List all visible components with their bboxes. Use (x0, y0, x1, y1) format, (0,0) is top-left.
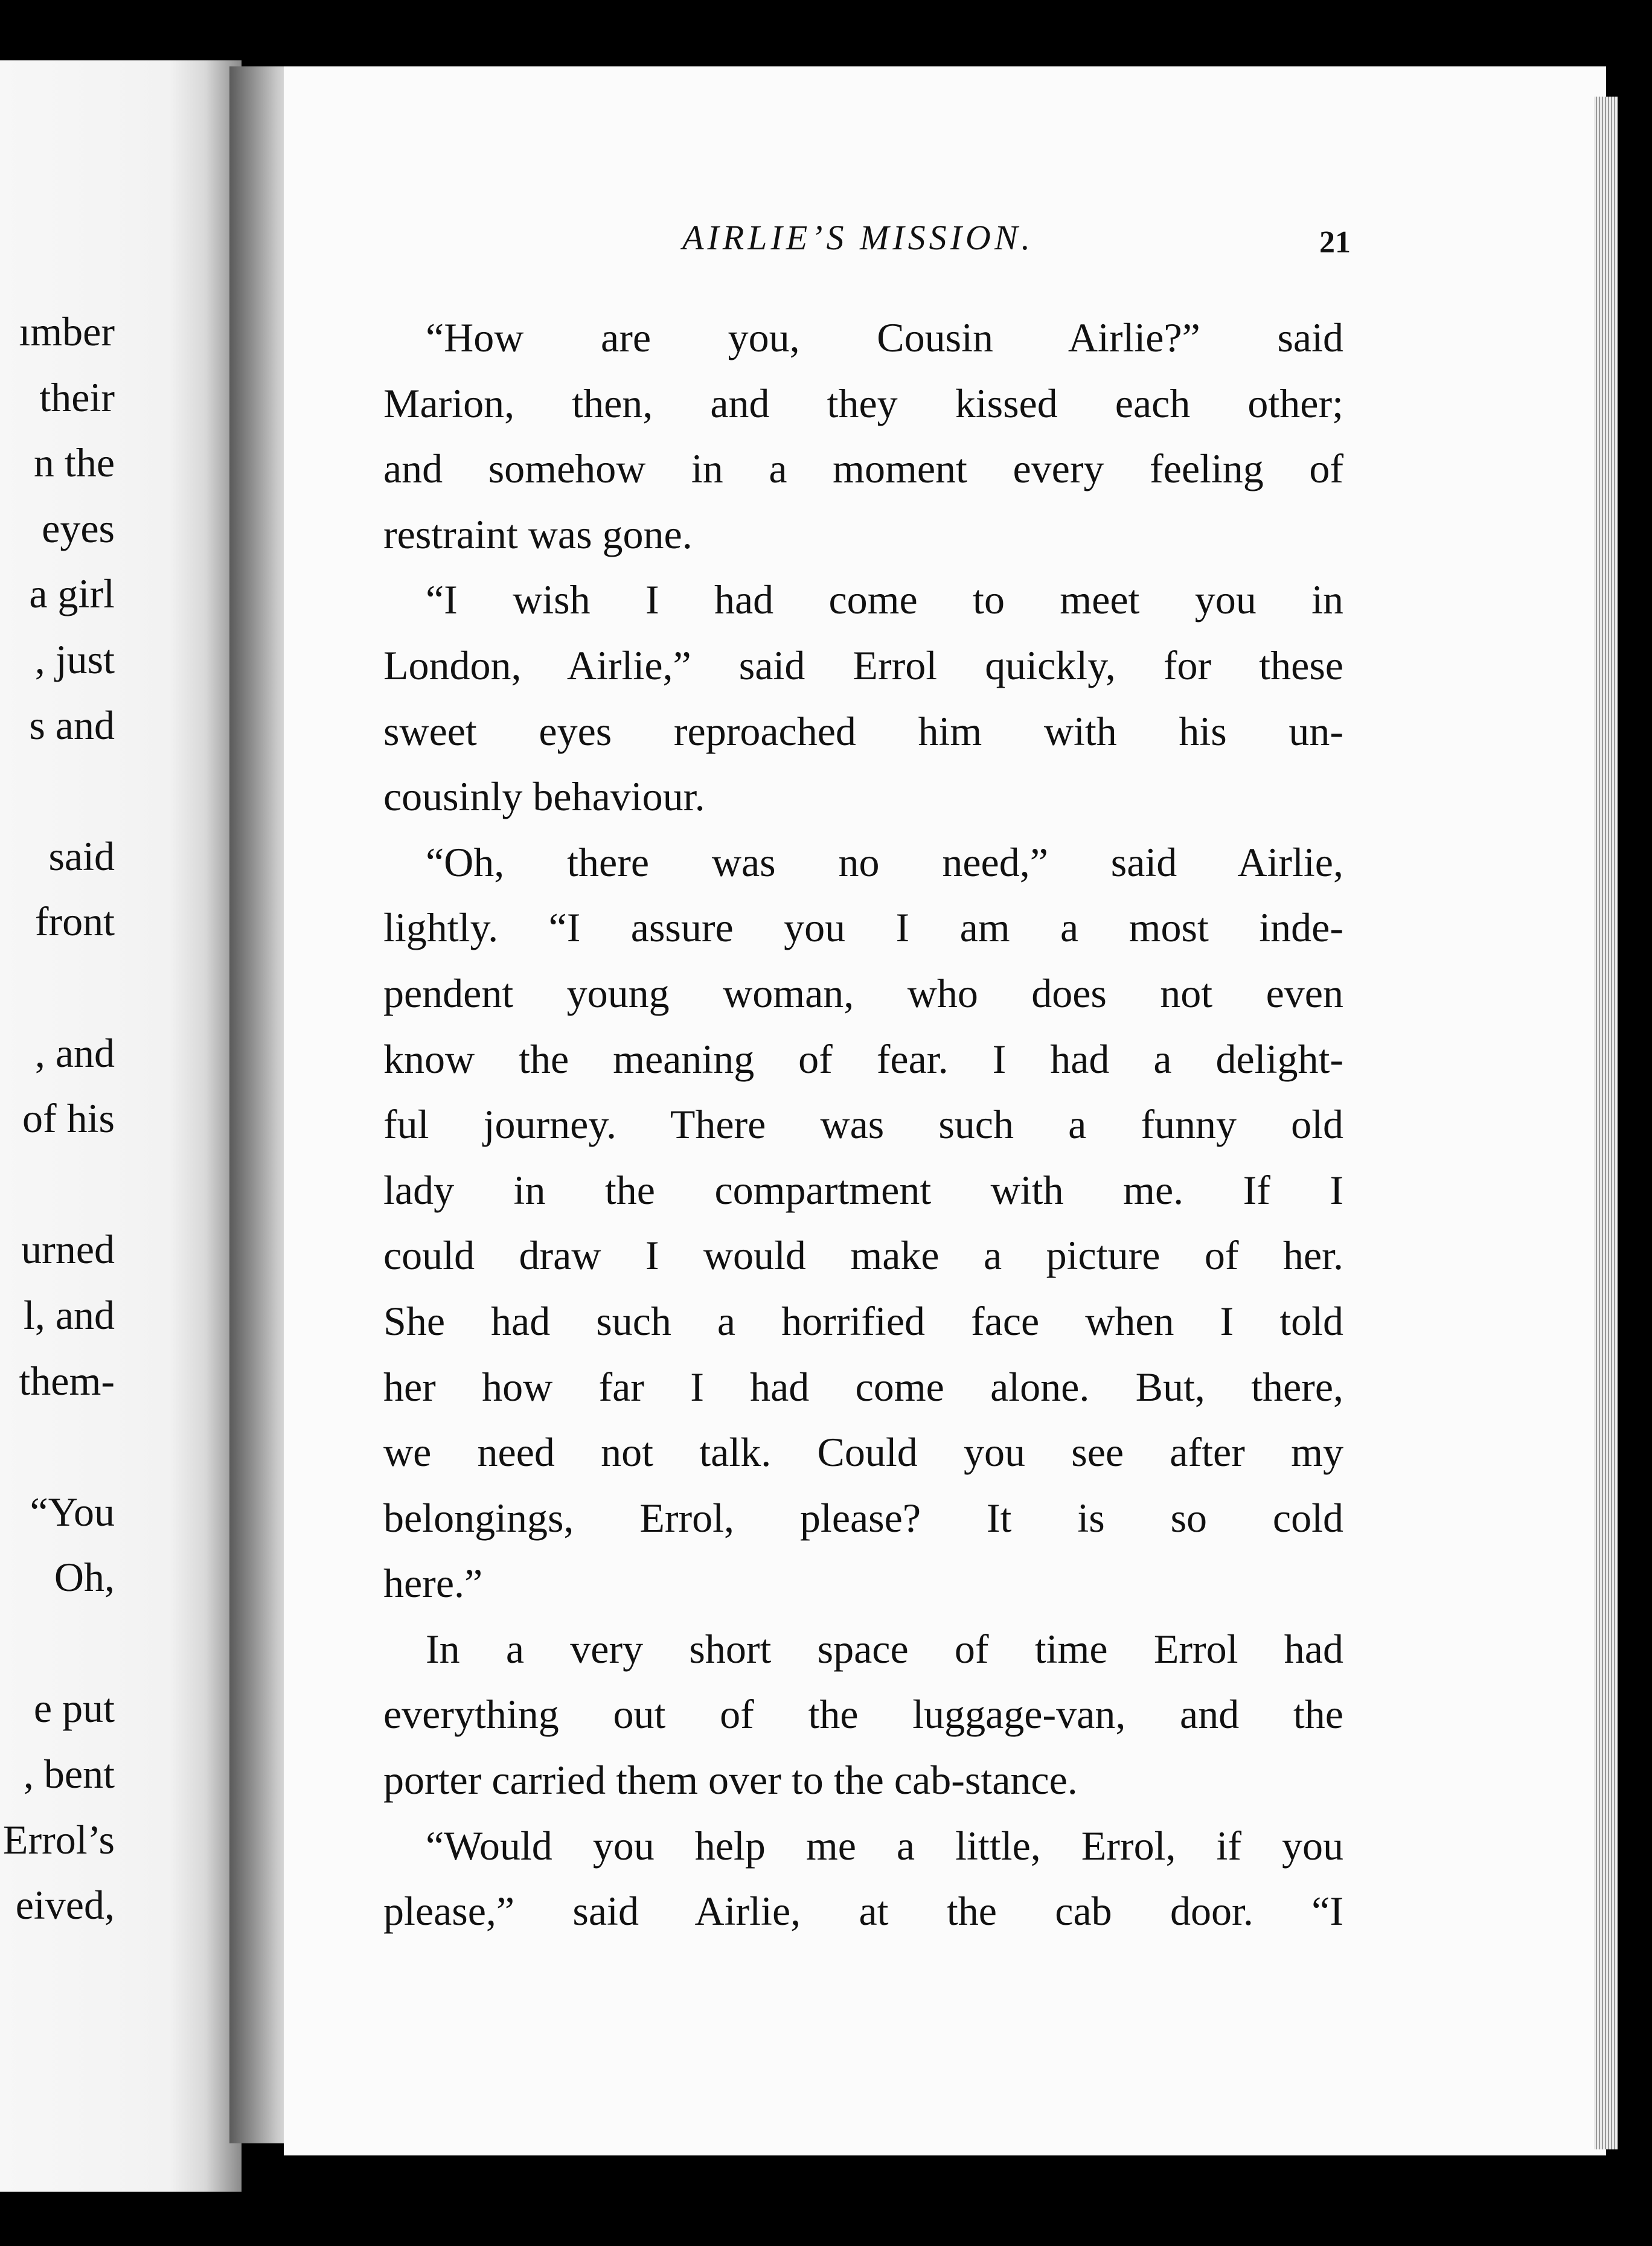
left-page-line: eived, (15, 1882, 115, 1928)
text-line: please,” said Airlie, at the cab door. “I (383, 1888, 1343, 1934)
text-line: “How are you, Cousin Airlie?” said (426, 315, 1343, 360)
left-page-text (0, 299, 115, 1938)
left-page-line: urned (21, 1226, 115, 1273)
text-line: restraint was gone. (383, 511, 693, 557)
page-edges (1594, 97, 1618, 2149)
running-head: AIRLIE’S MISSION. (682, 218, 1034, 257)
left-page-line: s and (29, 702, 115, 748)
text-line: belongings, Errol, please? It is so cold (383, 1494, 1343, 1541)
left-page-line: said (48, 833, 115, 879)
left-page-line: l, and (23, 1291, 115, 1338)
left-page-line (0, 955, 115, 1020)
text-line: we need not talk. Could you see after my (383, 1429, 1343, 1476)
left-page (0, 60, 242, 2192)
left-page-line: “You (30, 1488, 115, 1535)
left-page-line: Oh, (54, 1554, 115, 1601)
text-line: London, Airlie,” said Errol quickly, for these (383, 642, 1343, 688)
text-line: “I wish I had come to meet you in (426, 577, 1343, 623)
text-line: lady in the compartment with me. If I (383, 1166, 1343, 1213)
left-page-line (0, 1413, 115, 1479)
text-line: could draw I would make a picture of her. (383, 1232, 1343, 1279)
text-line: cousinly behaviour. (383, 773, 705, 820)
text-line: In a very short space of time Errol had (426, 1625, 1343, 1672)
text-line: here.” (383, 1560, 483, 1607)
left-page-line: ımber (19, 309, 115, 354)
left-page-line: Errol’s (2, 1816, 115, 1863)
left-page-line: them- (19, 1357, 115, 1404)
left-page-line: of his (22, 1095, 115, 1142)
body-text (383, 305, 1343, 1944)
left-page-line: a girl (29, 571, 115, 617)
page-number: 21 (1319, 225, 1351, 260)
left-page-line: n the (33, 440, 115, 486)
text-line: porter carried them over to the cab-stance. (383, 1757, 1078, 1803)
left-page-line (0, 758, 115, 824)
left-page-line: , just (34, 636, 115, 682)
text-line: pendent young woman, who does not even (383, 970, 1343, 1016)
text-line: “Oh, there was no need,” said Airlie, (426, 839, 1343, 885)
text-line: Marion, then, and they kissed each other; (383, 380, 1343, 426)
text-line: know the meaning of fear. I had a delight- (383, 1035, 1343, 1082)
text-line: sweet eyes reproached him with his un- (383, 708, 1343, 754)
text-line: her how far I had come alone. But, there, (383, 1363, 1343, 1410)
left-page-line: front (34, 898, 115, 945)
text-line: ful journey. There was such a funny old (383, 1101, 1343, 1148)
text-line: “Would you help me a little, Errol, if you (426, 1822, 1343, 1869)
text-line: and somehow in a moment every feeling of (383, 446, 1343, 492)
left-page-line: their (39, 374, 115, 420)
left-page-line: eyes (42, 505, 115, 551)
left-page-line: , bent (23, 1751, 115, 1797)
text-line: everything out of the luggage-van, and the (383, 1691, 1343, 1738)
left-page-line: , and (34, 1029, 115, 1076)
left-page-line (0, 1610, 115, 1676)
text-line: lightly. “I assure you I am a most inde- (383, 904, 1343, 951)
left-page-line (0, 1151, 115, 1217)
left-page-line: e put (33, 1685, 115, 1732)
text-line: She had such a horrified face when I told (383, 1297, 1343, 1344)
